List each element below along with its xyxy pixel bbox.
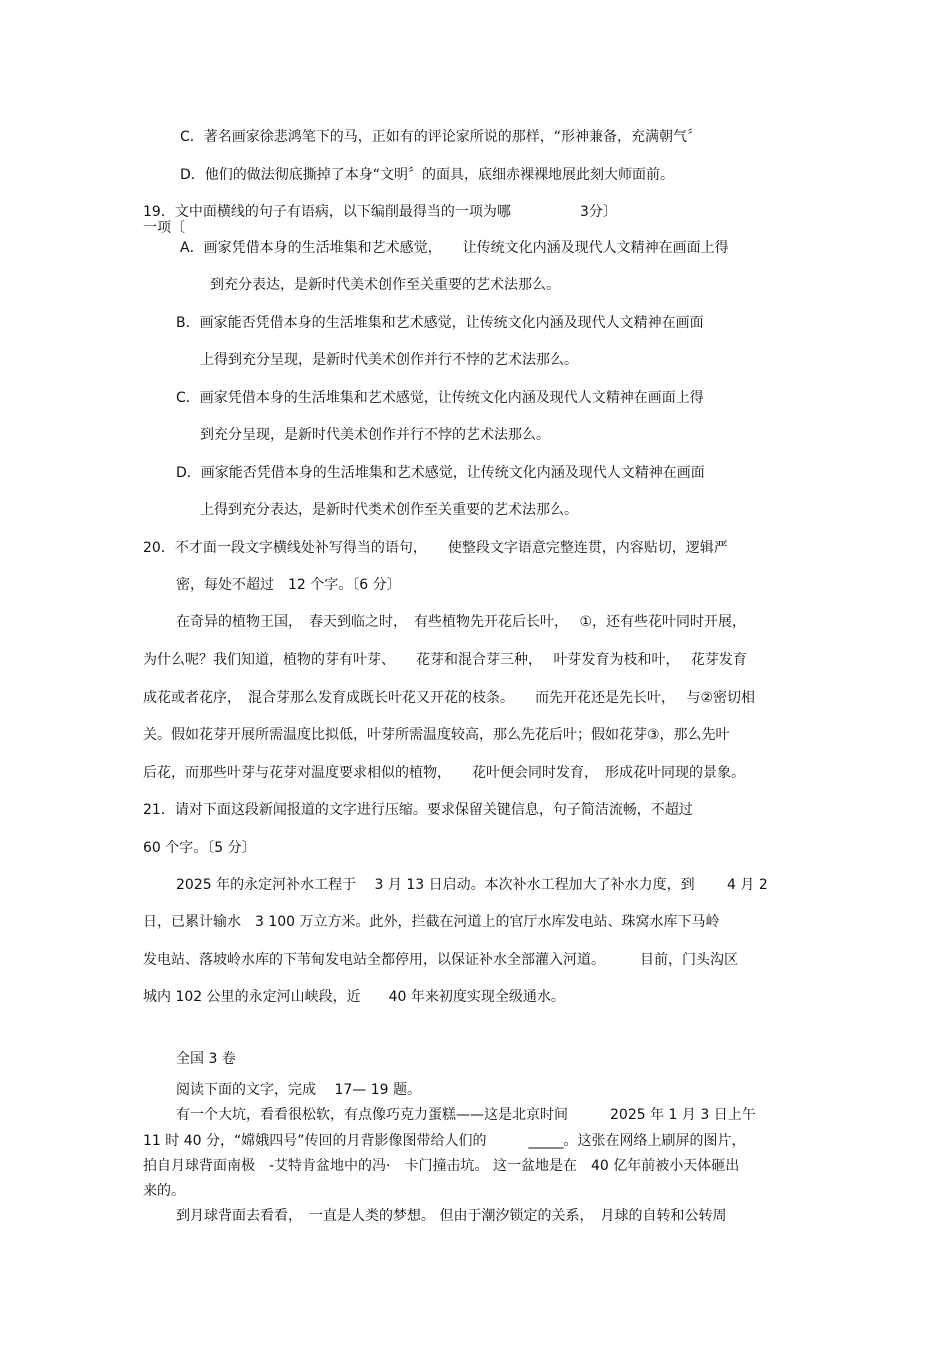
q21-passage-line2: 日，已累计输水 3 100 万立方米。此外，拦截在河道上的官厅水库发电站、珠窝水库下马岭 (143, 914, 720, 930)
q19-option-d-line1: D．画家能否凭借本身的生活堆集和艺术感觉，让传统文化内涵及现代人文精神在画面 (176, 465, 705, 481)
q20-passage-line5: 后花，而那些叶芽与花芽对温度要求相似的植物， 花叶便会同时发育， 形成花叶同现的景象。 (143, 765, 745, 781)
q18-option-c: C．著名画家徐悲鸿笔下的马，正如有的评论家所说的那样，“形神兼备，充满朝气〞 (180, 129, 702, 145)
section-passage-line2: 11 时 40 分，“嫦娥四号”传回的月背影像图带给人们的 _____。这张在网络上刷屏的图片， (143, 1133, 746, 1149)
section-passage-line3: 拍自月球背面南极 -艾特肯盆地中的冯· 卡门撞击坑。 这一盆地是在 40 亿年前被小天体砸出 (143, 1158, 740, 1174)
q19-option-b-line2: 上得到充分呈现，是新时代美术创作并行不悖的艺术法那么。 (200, 352, 578, 368)
q21-passage-line1: 2025 年的永定河补水工程于 3 月 13 日启动。本次补水工程加大了补水力度，到 4 月 2 (176, 877, 768, 893)
q19-stem: 19．文中面横线的句子有语病，以下编削最得当的一项为哪 (143, 204, 511, 220)
q19-option-b-line1: B．画家能否凭借本身的生活堆集和艺术感觉，让传统文化内涵及现代人文精神在画面 (176, 315, 704, 331)
q19-option-a-line2: 到充分表达，是新时代美术创作至关重要的艺术法那么。 (210, 277, 560, 293)
section-passage-line1: 有一个大坑，看看很松软，有点像巧克力蛋糕——这是北京时间 2025 年 1 月 3 日上午 (176, 1107, 756, 1123)
q18-option-d: D．他们的做法彻底撕掉了本身“文明〞的面具，底细赤裸裸地展此刻大师面前。 (180, 167, 675, 183)
q21-passage-line4: 城内 102 公里的永定河山峡段，近 40 年来初度实现全级通水。 (143, 989, 565, 1005)
q21-stem-line2: 60 个字。〔5 分〕 (143, 840, 256, 856)
q21-passage-line3: 发电站、落坡岭水库的下苇甸发电站全都停用，以保证补水全部灌入河道。 目前，门头沟区 (143, 952, 738, 968)
q19-score: 3分〕 (580, 204, 617, 220)
q20-passage-line2: 为什么呢？我们知道，植物的芽有叶芽、 花芽和混合芽三种， 叶芽发育为枝和叶， 花芽发育 (143, 652, 747, 668)
section-title: 全国 3 卷 (176, 1051, 236, 1067)
q20-stem-line1: 20．不才面一段文字横线处补写得当的语句， 使整段文字语意完整连贯，内容贴切，逻辑严 (143, 540, 728, 556)
q20-stem-line2: 密，每处不超过 12 个字。〔6 分〕 (176, 577, 401, 593)
q19-option-c-line1: C．画家凭借本身的生活堆集和艺术感觉，让传统文化内涵及现代人文精神在画面上得 (176, 390, 704, 406)
q19-stem-cont: 一项〔 (143, 220, 185, 236)
section-passage-line5: 到月球背面去看看， 一直是人类的梦想。 但由于潮汐锁定的关系， 月球的自转和公转周 (176, 1208, 727, 1224)
q19-option-a-line1: A．画家凭借本身的生活堆集和艺术感觉， 让传统文化内涵及现代人文精神在画面上得 (180, 240, 729, 256)
q19-option-c-line2: 到充分呈现，是新时代美术创作并行不悖的艺术法那么。 (200, 427, 550, 443)
q21-stem-line1: 21．请对下面这段新闻报道的文字进行压缩。要求保留关键信息，句子简洁流畅，不超过 (143, 802, 693, 818)
q20-passage-line1: 在奇异的植物王国， 春天到临之时， 有些植物先开花后长叶， ①，还有些花叶同时开展， (176, 614, 746, 630)
q20-passage-line3: 成花或者花序， 混合芽那么发育成既长叶花又开花的枝条。 而先开花还是先长叶， 与②密切相 (143, 690, 755, 706)
q19-option-d-line2: 上得到充分表达，是新时代类术创作至关重要的艺术法那么。 (200, 502, 578, 518)
q20-passage-line4: 关。假如花芽开展所需温度比拟低，叶芽所需温度较高，那么先花后叶；假如花芽③，那么先叶 (143, 727, 730, 743)
section-instruction: 阅读下面的文字，完成 17— 19 题。 (176, 1082, 421, 1098)
section-passage-line4: 来的。 (143, 1183, 185, 1199)
